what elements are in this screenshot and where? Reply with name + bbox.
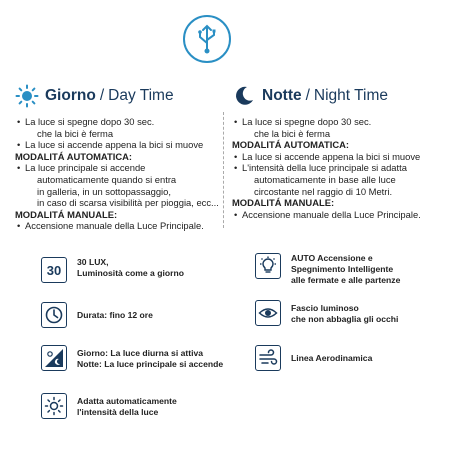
night-line: • La luce si spegne dopo 30 sec. <box>232 116 442 128</box>
bulb-icon <box>255 253 281 279</box>
night-heading <box>232 84 442 108</box>
day-title-slash: / <box>99 87 105 104</box>
day-line: automaticamente quando si entra <box>37 173 177 185</box>
day-title: Giorno <box>45 87 96 104</box>
day-line: MODALITÁ AUTOMATICA: <box>15 150 132 162</box>
usb-icon <box>183 15 231 63</box>
feature-adapt <box>41 393 177 419</box>
day-line: • La luce si accende appena la bici si muove <box>15 139 225 151</box>
night-line: MODALITÁ AUTOMATICA: <box>232 139 349 151</box>
day-title-en: Day Time <box>108 87 174 104</box>
night-line: MODALITÁ MANUALE: <box>232 197 335 209</box>
wind-icon <box>255 345 281 371</box>
night-line: • La luce si accende appena la bici si muove <box>232 151 442 163</box>
day-line: • La luce si spegne dopo 30 sec. <box>15 116 225 128</box>
day-line: in caso di scarsa visibilità per pioggia, ecc... <box>37 197 219 209</box>
feature-beam-line-1: Fascio luminoso <box>291 303 359 313</box>
lux-30-icon: 30 <box>41 257 67 283</box>
sun-icon <box>15 84 39 108</box>
feature-day-night-line-1: Giorno: La luce diurna si attiva <box>77 348 204 358</box>
feature-aero-line-1: Linea Aerodinamica <box>291 353 373 363</box>
night-title: Notte <box>262 87 302 104</box>
feature-auto-line-3: alle fermate e alle partenze <box>291 275 401 285</box>
feature-duration <box>41 302 153 328</box>
day-line: • Accensione manuale della Luce Principale. <box>15 220 225 232</box>
day-line: MODALITÁ MANUALE: <box>15 208 118 220</box>
feature-beam-line-2: che non abbaglia gli occhi <box>291 314 399 324</box>
feature-adapt-line-1: Adatta automaticamente <box>77 396 177 406</box>
day-description <box>15 116 225 232</box>
feature-auto-line-2: Spegnimento Intelligente <box>291 264 394 274</box>
day-night-icon <box>41 345 67 371</box>
column-divider <box>223 112 224 228</box>
feature-adapt-line-2: l'intensità della luce <box>77 407 159 417</box>
day-line: • La luce principale si accende <box>15 162 225 174</box>
night-line: circostante nel raggio di 10 Metri. <box>254 185 393 197</box>
clock-icon <box>41 302 67 328</box>
feature-lux-line-2: Luminosità come a giorno <box>77 268 184 278</box>
night-section <box>232 84 442 220</box>
feature-auto <box>255 253 400 286</box>
feature-beam <box>255 300 398 326</box>
feature-lux-line-1: 30 LUX, <box>77 257 109 267</box>
feature-aero <box>255 345 372 371</box>
brightness-adapt-icon <box>41 393 67 419</box>
day-line: in galleria, in un sottopassaggio, <box>37 185 171 197</box>
night-line: che la bici è ferma <box>254 127 331 139</box>
day-heading <box>15 84 225 108</box>
feature-auto-line-1: AUTO Accensione e <box>291 253 373 263</box>
night-line: automaticamente in base alle luce <box>254 173 396 185</box>
day-line: che la bici è ferma <box>37 127 114 139</box>
night-line: • L'intensità della luce principale si adatta <box>232 162 442 174</box>
feature-day-night-line-2: Notte: La luce principale si accende <box>77 359 224 369</box>
moon-icon <box>232 84 256 108</box>
feature-day-night <box>41 345 223 371</box>
eye-icon <box>255 300 281 326</box>
night-description <box>232 116 442 220</box>
feature-duration-line-1: Durata: fino 12 ore <box>77 310 153 320</box>
night-title-en: Night Time <box>313 87 389 104</box>
night-line: • Accensione manuale della Luce Principale. <box>232 209 442 221</box>
night-title-slash: / <box>305 87 310 104</box>
day-section <box>15 84 225 232</box>
feature-lux <box>41 257 184 283</box>
